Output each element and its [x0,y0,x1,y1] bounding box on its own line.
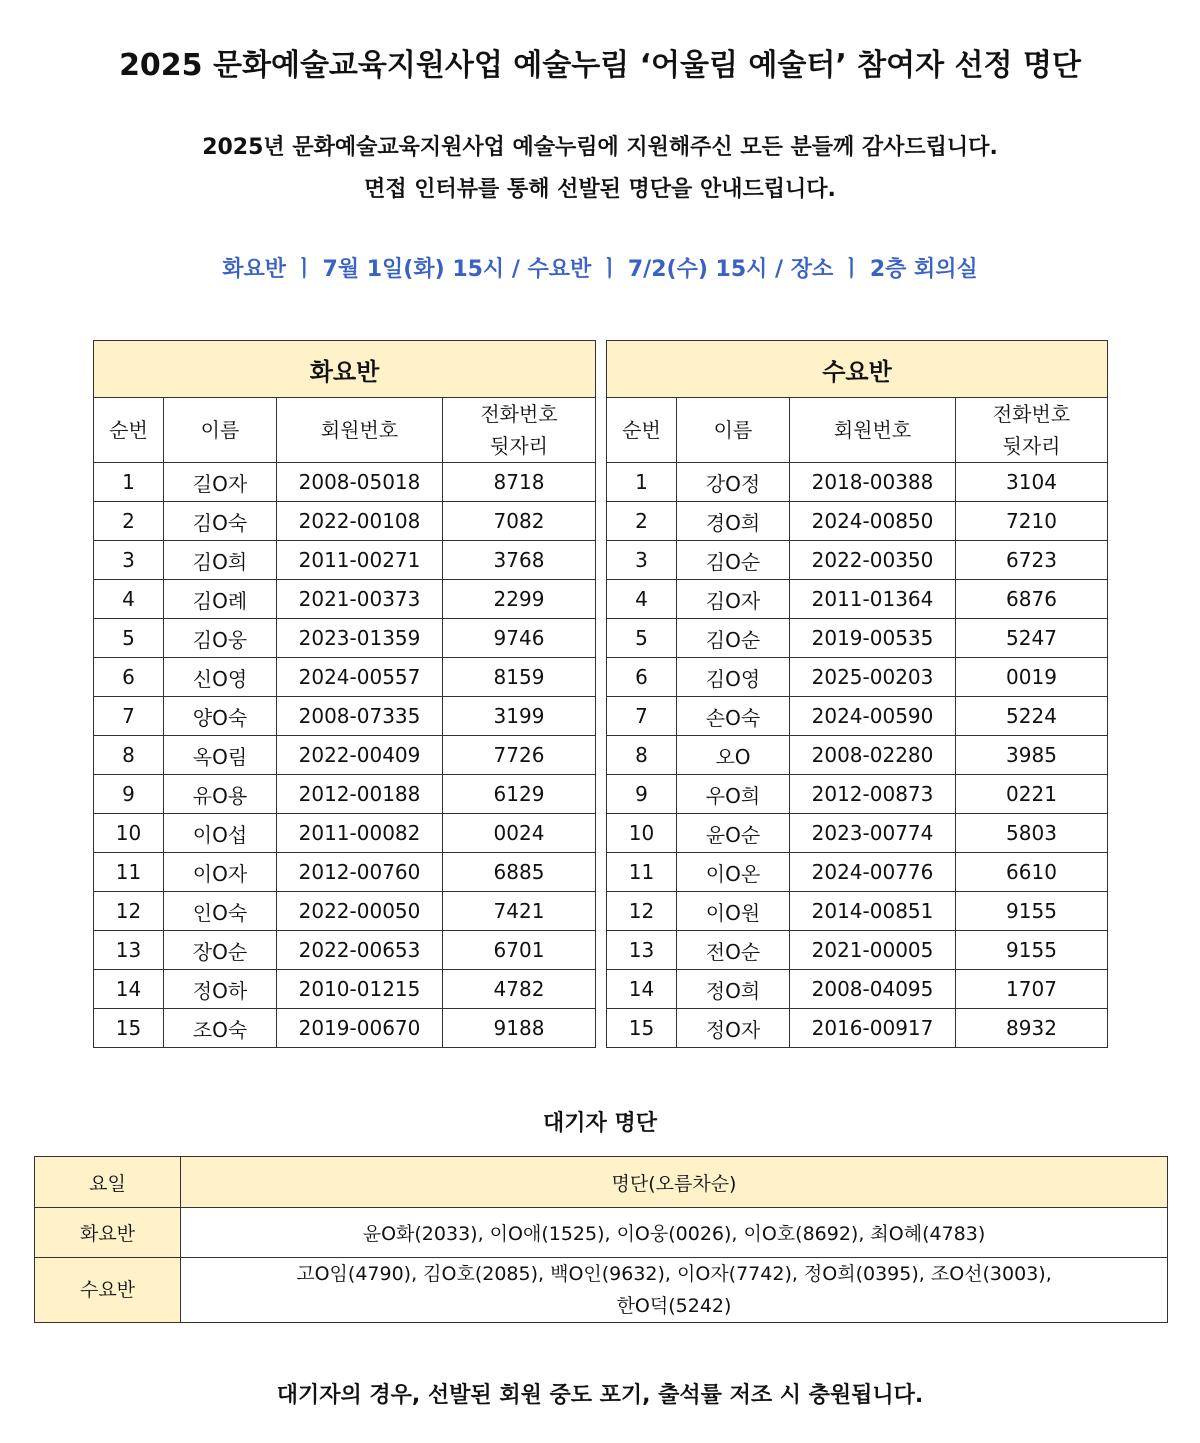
cell-member-id: 2012-00188 [277,775,443,814]
cell-no: 1 [94,463,164,502]
cell-no: 6 [607,658,677,697]
cell-phone: 7421 [443,892,596,931]
cell-name: 옥O림 [164,736,277,775]
cell-phone: 5224 [956,697,1108,736]
cell-name: 김O순 [677,619,790,658]
cell-phone: 7726 [443,736,596,775]
waitlist-wednesday-names [181,1258,1168,1323]
cell-no: 2 [94,502,164,541]
cell-name: 조O숙 [164,1009,277,1048]
cell-no: 11 [607,853,677,892]
cell-no: 14 [94,970,164,1009]
cell-member-id: 2022-00653 [277,931,443,970]
cell-phone: 6723 [956,541,1108,580]
cell-phone: 1707 [956,970,1108,1009]
cell-member-id: 2012-00760 [277,853,443,892]
cell-name: 김O영 [677,658,790,697]
cell-name: 정O희 [677,970,790,1009]
intro-line-2: 면접 인터뷰를 통해 선발된 명단을 안내드립니다. [364,177,836,202]
cell-name: 장O순 [164,931,277,970]
waitlist-wednesday-names-line2: 한O덕(5242) [616,1295,732,1317]
table-row [607,1009,1108,1048]
intro-line-1: 2025년 문화예술교육지원사업 예술누림에 지원해주신 모든 분들께 감사드립니다. [202,135,998,160]
cell-member-id: 2024-00590 [790,697,956,736]
cell-no: 10 [607,814,677,853]
waitlist-col-list: 명단(오름차순) [181,1157,1168,1208]
cell-no: 14 [607,970,677,1009]
cell-name: 이O온 [677,853,790,892]
waitlist-wednesday-label: 수요반 [35,1258,181,1323]
table-row [607,931,1108,970]
cell-no: 12 [607,892,677,931]
cell-member-id: 2025-00203 [790,658,956,697]
table-row [607,502,1108,541]
cell-member-id: 2019-00535 [790,619,956,658]
cell-phone: 4782 [443,970,596,1009]
waitlist-title: 대기자 명단 [543,1111,657,1136]
cell-no: 8 [94,736,164,775]
cell-no: 13 [94,931,164,970]
table-row [607,814,1108,853]
cell-phone: 8932 [956,1009,1108,1048]
cell-member-id: 2011-00082 [277,814,443,853]
table-row [607,619,1108,658]
cell-member-id: 2022-00350 [790,541,956,580]
table-row [94,814,596,853]
cell-member-id: 2011-00271 [277,541,443,580]
cell-member-id: 2024-00776 [790,853,956,892]
waitlist-wednesday-names-line1: 고O임(4790), 김O호(2085), 백O인(9632), 이O자(7742), 정O희(0395), 조O선(3003), [296,1263,1052,1285]
cell-phone: 2299 [443,580,596,619]
tuesday-table-body [94,463,596,1048]
cell-phone: 5803 [956,814,1108,853]
col-header-phone-line1: 전화번호 [992,402,1071,426]
cell-name: 양O숙 [164,697,277,736]
cell-name: 경O희 [677,502,790,541]
cell-no: 10 [94,814,164,853]
cell-name: 김O웅 [164,619,277,658]
cell-no: 7 [94,697,164,736]
cell-name: 오O [677,736,790,775]
cell-member-id: 2022-00409 [277,736,443,775]
cell-phone: 7082 [443,502,596,541]
cell-member-id: 2024-00850 [790,502,956,541]
cell-member-id: 2014-00851 [790,892,956,931]
cell-phone: 8718 [443,463,596,502]
cell-phone: 3199 [443,697,596,736]
cell-member-id: 2023-00774 [790,814,956,853]
page-title: 2025 문화예술교육지원사업 예술누림 ‘어울림 예술터’ 참여자 선정 명단 [119,48,1081,83]
tuesday-table-title: 화요반 [94,341,596,398]
waitlist-col-day: 요일 [35,1157,181,1208]
cell-member-id: 2024-00557 [277,658,443,697]
cell-phone: 0019 [956,658,1108,697]
cell-phone: 9155 [956,892,1108,931]
cell-no: 1 [607,463,677,502]
cell-member-id: 2011-01364 [790,580,956,619]
table-row [607,697,1108,736]
cell-no: 15 [94,1009,164,1048]
col-header-phone-line1: 전화번호 [480,402,558,426]
cell-name: 인O숙 [164,892,277,931]
cell-no: 5 [94,619,164,658]
col-header-name: 이름 [677,398,790,463]
cell-member-id: 2019-00670 [277,1009,443,1048]
cell-phone: 3768 [443,541,596,580]
cell-no: 5 [607,619,677,658]
cell-member-id: 2018-00388 [790,463,956,502]
table-row [607,580,1108,619]
cell-member-id: 2012-00873 [790,775,956,814]
waitlist-table [34,1156,1168,1323]
table-row [607,970,1108,1009]
cell-no: 4 [607,580,677,619]
col-header-phone [956,398,1108,463]
table-row [607,775,1108,814]
cell-no: 3 [607,541,677,580]
cell-name: 김O자 [677,580,790,619]
col-header-no: 순번 [607,398,677,463]
cell-name: 윤O순 [677,814,790,853]
cell-no: 11 [94,853,164,892]
cell-phone: 6885 [443,853,596,892]
cell-no: 9 [94,775,164,814]
cell-phone: 9746 [443,619,596,658]
cell-member-id: 2021-00373 [277,580,443,619]
cell-phone: 3104 [956,463,1108,502]
cell-name: 이O섭 [164,814,277,853]
cell-phone: 6876 [956,580,1108,619]
cell-name: 우O희 [677,775,790,814]
table-row [94,970,596,1009]
cell-member-id: 2008-05018 [277,463,443,502]
cell-member-id: 2021-00005 [790,931,956,970]
cell-name: 신O영 [164,658,277,697]
cell-member-id: 2023-01359 [277,619,443,658]
table-row [94,619,596,658]
cell-name: 김O숙 [164,502,277,541]
cell-name: 강O정 [677,463,790,502]
cell-member-id: 2008-07335 [277,697,443,736]
table-row [94,502,596,541]
col-header-member-id: 회원번호 [790,398,956,463]
cell-no: 12 [94,892,164,931]
table-row [607,736,1108,775]
col-header-member-id: 회원번호 [277,398,443,463]
cell-phone: 9188 [443,1009,596,1048]
table-row [607,658,1108,697]
table-row [94,736,596,775]
cell-member-id: 2022-00050 [277,892,443,931]
col-header-phone-line2: 뒷자리 [1002,434,1061,458]
table-row [94,931,596,970]
col-header-phone-line2: 뒷자리 [490,434,548,458]
cell-member-id: 2022-00108 [277,502,443,541]
cell-no: 8 [607,736,677,775]
cell-member-id: 2016-00917 [790,1009,956,1048]
cell-phone: 3985 [956,736,1108,775]
cell-name: 김O순 [677,541,790,580]
cell-name: 김O례 [164,580,277,619]
cell-no: 4 [94,580,164,619]
cell-name: 이O원 [677,892,790,931]
cell-name: 정O자 [677,1009,790,1048]
table-row [94,463,596,502]
cell-name: 김O희 [164,541,277,580]
cell-phone: 5247 [956,619,1108,658]
cell-phone: 9155 [956,931,1108,970]
wednesday-table-title: 수요반 [607,341,1108,398]
cell-no: 9 [607,775,677,814]
col-header-no: 순번 [94,398,164,463]
cell-member-id: 2008-02280 [790,736,956,775]
tuesday-table [93,340,596,1048]
cell-name: 정O하 [164,970,277,1009]
table-row [607,463,1108,502]
cell-member-id: 2008-04095 [790,970,956,1009]
cell-no: 13 [607,931,677,970]
waitlist-tuesday-label: 화요반 [35,1208,181,1258]
table-row [94,892,596,931]
table-row [607,541,1108,580]
cell-phone: 6701 [443,931,596,970]
table-row [94,1009,596,1048]
cell-name: 유O용 [164,775,277,814]
cell-name: 손O숙 [677,697,790,736]
cell-name: 이O자 [164,853,277,892]
cell-name: 길O자 [164,463,277,502]
cell-phone: 0024 [443,814,596,853]
table-row [94,775,596,814]
col-header-phone [443,398,596,463]
table-row [607,853,1108,892]
cell-no: 2 [607,502,677,541]
table-row [94,541,596,580]
table-row [94,658,596,697]
col-header-name: 이름 [164,398,277,463]
waitlist-tuesday-names: 윤O화(2033), 이O애(1525), 이O웅(0026), 이O호(8692), 최O혜(4783) [181,1208,1168,1258]
cell-name: 전O순 [677,931,790,970]
table-row [607,892,1108,931]
cell-phone: 7210 [956,502,1108,541]
schedule-info: 화요반 ㅣ 7월 1일(화) 15시 / 수요반 ㅣ 7/2(수) 15시 / 장소 ㅣ 2층 회의실 [222,257,978,282]
cell-no: 3 [94,541,164,580]
table-row [94,697,596,736]
wednesday-table-body [607,463,1108,1048]
cell-phone: 0221 [956,775,1108,814]
table-row [94,580,596,619]
cell-phone: 6610 [956,853,1108,892]
cell-no: 7 [607,697,677,736]
wednesday-table [606,340,1108,1048]
cell-phone: 6129 [443,775,596,814]
cell-phone: 8159 [443,658,596,697]
cell-member-id: 2010-01215 [277,970,443,1009]
cell-no: 15 [607,1009,677,1048]
table-row [94,853,596,892]
footer-note: 대기자의 경우, 선발된 회원 중도 포기, 출석률 저조 시 충원됩니다. [276,1383,924,1408]
cell-no: 6 [94,658,164,697]
